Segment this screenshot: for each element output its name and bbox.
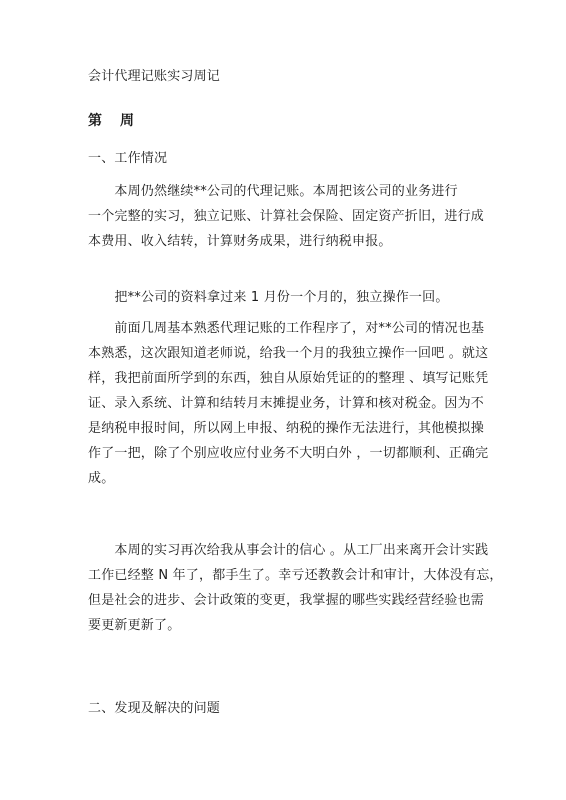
paragraph-line: 证、录入系统、计算和结转月末摊提业务，计算和核对税金。因为不 [88,396,485,411]
paragraph-line: 是纳税申报时间，所以网上申报、纳税的操作无法进行，其他模拟操 [88,421,485,436]
paragraph-line: 样，我把前面所学到的东西，独自从原始凭证的的整理 、填写记账凭 [88,371,489,386]
paragraph-3 [88,316,488,491]
paragraph-line: 前面几周基本熟悉代理记账的工作程序了，对**公司的情况也基 [88,321,485,336]
week-label-prefix: 第 [88,113,102,129]
paragraph-line: 本周的实习再次给我从事会计的信心 。从工厂出来离开会计实践 [88,543,489,558]
paragraph-line: 工作已经整 N 年了，都手生了。幸亏还教教会计和审计，大体没有忘， [88,568,503,583]
paragraph-line: 本熟悉，这次跟知道老师说，给我一个月的我独立操作一回吧 。就这 [88,346,489,361]
paragraph-line: 成。 [88,471,115,486]
paragraph-2 [88,285,488,310]
paragraph-line: 作了一把，除了个别应收应付业务不大明白外 ，一切都顺利、正确完 [88,446,489,461]
paragraph-line: 本周仍然继续**公司的代理记账。本周把该公司的业务进行 [88,184,458,199]
paragraph-line: 要更新更新了。 [88,618,181,633]
paragraph-line: 把**公司的资料拿过来 1 月份一个月的，独立操作一回。 [88,290,449,305]
paragraph-line: 但是社会的进步、会计政策的变更，我掌握的哪些实践经营经验也需 [88,593,485,608]
week-label-suffix: 周 [120,113,134,129]
paragraph-1 [88,179,488,254]
paragraph-line: 一个完整的实习，独立记账、计算社会保险、固定资产折旧，进行成 [88,209,485,224]
document-title: 会计代理记账实习周记 [88,69,221,84]
section-heading-problems: 二、发现及解决的问题 [88,701,221,716]
paragraph-line: 本费用、收入结转，计算财务成果，进行纳税申报。 [88,234,392,249]
paragraph-4 [88,538,503,638]
week-heading [88,112,134,130]
section-heading-work: 一、工作情况 [88,151,168,166]
